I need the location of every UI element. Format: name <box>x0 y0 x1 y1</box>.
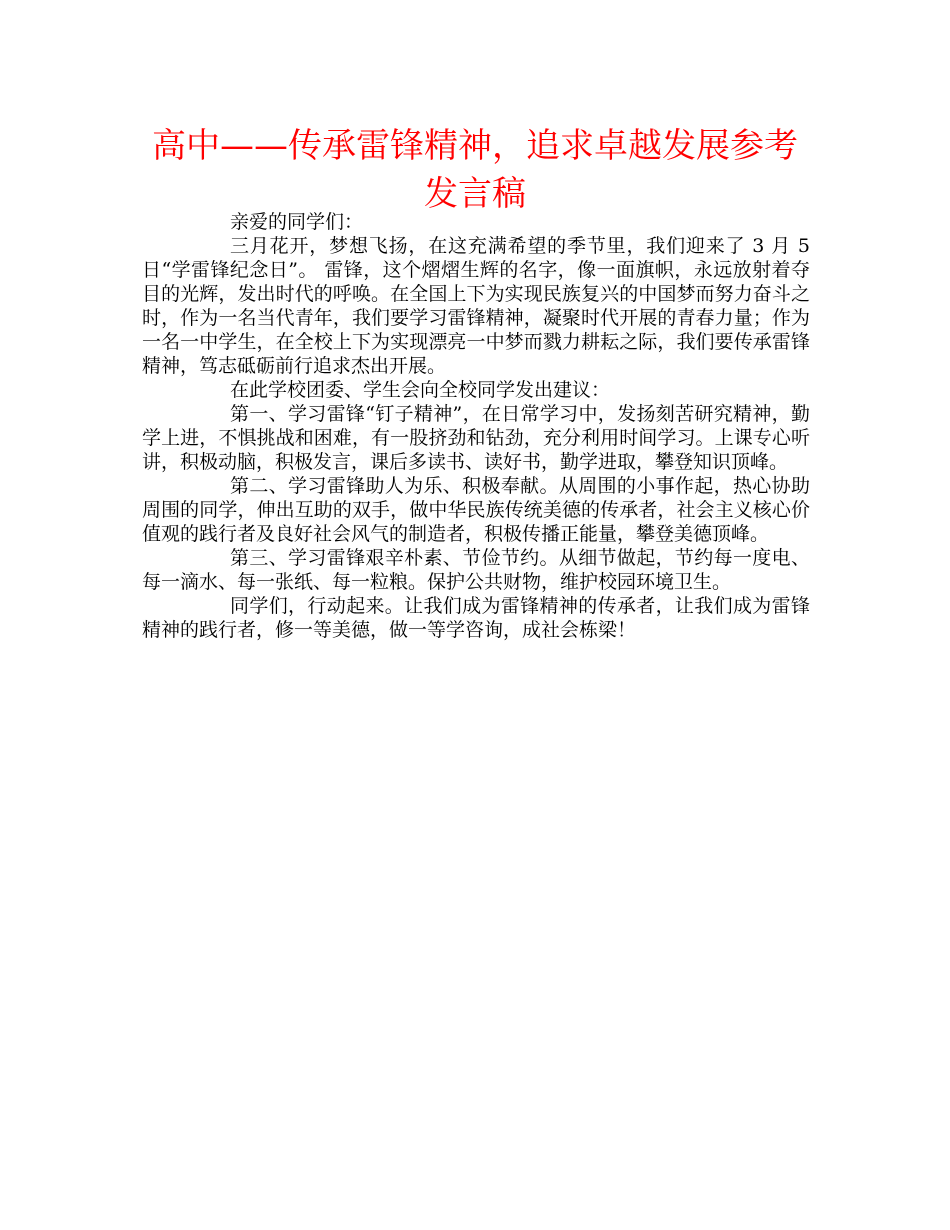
paragraph-intro: 三月花开，梦想飞扬，在这充满希望的季节里，我们迎来了 3 月 5 日“学雷锋纪念日”。 雷锋，这个熠熠生辉的名字，像一面旗帜，永远放射着夺目的光辉，发出时代的呼唤。在全国上下为实现民族复兴的中国梦而努力奋斗之时，作为一名当代青年，我们要学习雷锋精神，凝聚时代开展的青春力量；作为一名一中学生，在全校上下为实现漂亮一中梦而戮力耕耘之际，我们要传承雷锋精神，笃志砥砺前行追求杰出开展。 <box>142 235 810 377</box>
paragraph-first-point: 第一、学习雷锋“钉子精神”，在日常学习中，发扬刻苦研究精神，勤学上进，不惧挑战和困难，有一股挤劲和钻劲，充分利用时间学习。上课专心听讲，积极动脑，积极发言，课后多读书、读好书，勤学进取，攀登知识顶峰。 <box>142 403 810 473</box>
paragraph-salutation: 亲爱的同学们： <box>230 211 364 233</box>
document-title: 高中——传承雷锋精神，追求卓越发展参考发言稿 <box>152 126 798 214</box>
document-body <box>142 210 810 642</box>
paragraph-closing: 同学们，行动起来。让我们成为雷锋精神的传承者，让我们成为雷锋精神的践行者，修一等美德，做一等学咨询，成社会栋梁！ <box>142 595 810 641</box>
paragraph-second-point: 第二、学习雷锋助人为乐、积极奉献。从周围的小事作起，热心协助周围的同学，伸出互助的双手，做中华民族传统美德的传承者，社会主义核心价值观的践行者及良好社会风气的制造者，积极传播正能量，攀登美德顶峰。 <box>142 475 810 545</box>
paragraph-third-point: 第三、学习雷锋艰辛朴素、节俭节约。从细节做起，节约每一度电、每一滴水、每一张纸、每一粒粮。保护公共财物，维护校园环境卫生。 <box>142 547 810 593</box>
paragraph-proposal-lead: 在此学校团委、学生会向全校同学发出建议： <box>230 379 611 401</box>
